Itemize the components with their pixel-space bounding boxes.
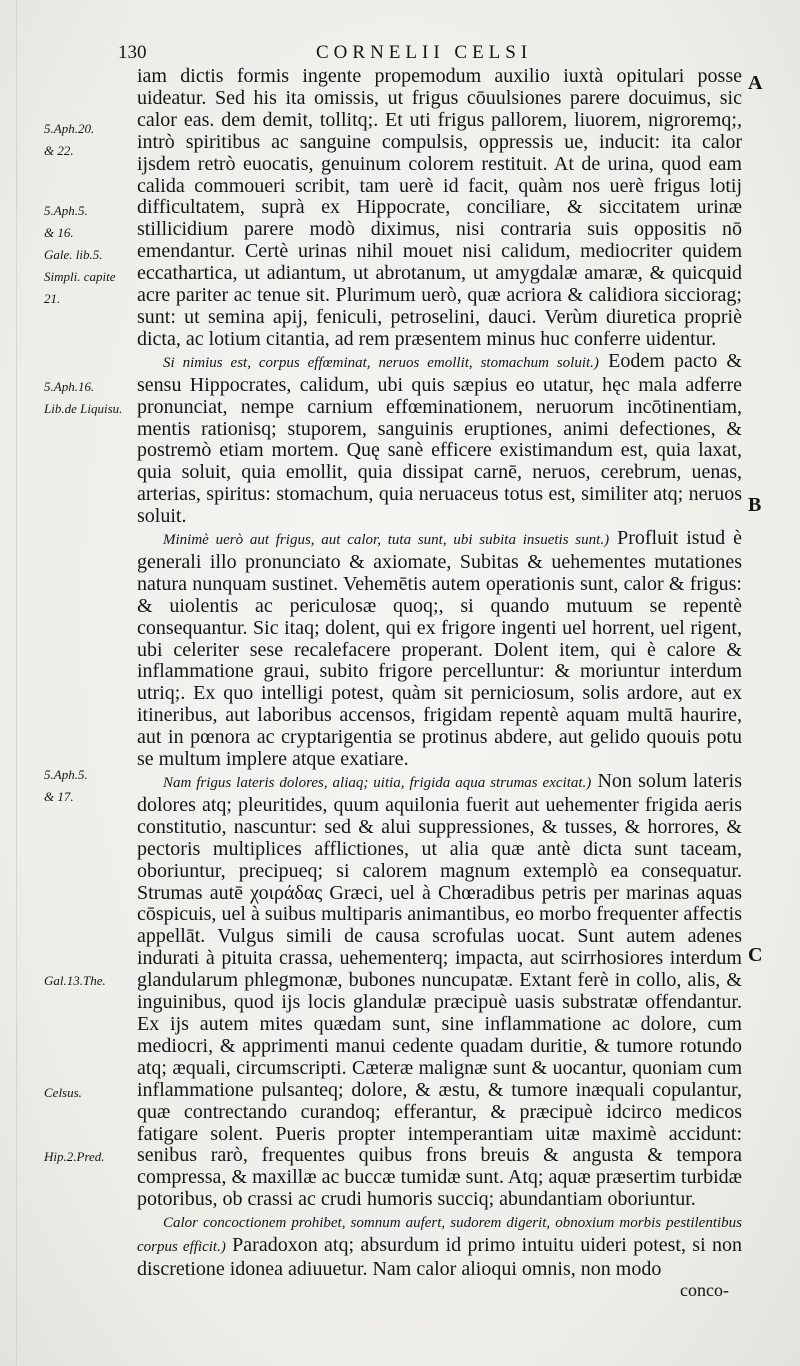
catchword: conco- (680, 1280, 729, 1300)
paragraph (137, 1211, 742, 1281)
margin-note: Celsus. (44, 1085, 82, 1100)
paragraph-text: Paradoxon atq; absurdum id primo intuitu uideri potest, si non discretione idonea adiuuetur. Nam calor alioqui omnis, non modo (137, 1234, 742, 1280)
margin-note: Simpli. capite 21. (44, 269, 116, 306)
paragraph (137, 66, 742, 351)
commentary-lemma: Minimè uerò aut frigus, aut calor, tuta sunt, ubi subita insuetis sunt.) (163, 532, 610, 549)
paragraph-text: Profluit istud è generali illo pronunciato & axiomate, Subitas & uehementes mutationes natura nunquam sustinet. Vehemētis autem operationis sunt, calor & frigus: & uiolentis ac periculosæ quoq;, si quando mutuum se repentè consequantur. Sic itaq; dolent, qui ex frigore ingenti uel horrent, uel rigent, ubi celeriter sese recalefacere properant. Dolent item, qui è calore & inflammatione graui, subito frigore percelluntur: & moriuntur interdum utriq;. Ex quo intelligi potest, quàm sit perniciosum, solis ardore, aut ex itineribus, aut laboribus accensos, frigidam repentè aquam multā haurire, aut in pœnora ac cryptarigentia se protinus abdere, aut gelido quouis potu se multum implere atque exatiare. (137, 527, 742, 771)
paragraph-text: iam dictis formis ingente propemodum auxilio iuxtà opitulari posse uideatur. Sed his ita omissis, ut frigus cōuulsiones parere docuimus, sic calor eas. dem demit, tollitq;. Et uti frigus pallorem, liuorem, nigroremq;, intrò spiritibus ac sanguine compulsis, oppressis ue, inducit: ita calor ijsdem retrò euocatis, genuinum colorem restituit. At de urina, quod eam calida commoueri scribit, tam uerè id facit, quàm nos uerè frigus lotij difficultatem, suprà ex Hippocrate, conciliare, & siccitatem urinæ stillicidium parere modò diximus, nisi contraria suis oppositis nō emendantur. Certè urinas nihil mouet nisi calidum, mediocriter quidem eccathartica, ut adiantum, ut abrotanum, ut amygdalæ amaræ, & quicquid acre pariter ac tenue sit. Plurimum uerò, quæ acriora & calidiora sicciorag; sunt: ut semina apij, feniculi, petroselini, dauci. Verùm diuretica propriè dicta, ac lotium citantia, ad rem præsentem minus huc conferre uidentur. (137, 65, 742, 350)
margin-note: Lib.de Liquisu. (44, 401, 123, 416)
gutter-shadow (16, 0, 17, 1366)
section-letter: B (748, 494, 762, 516)
margin-note: 5.Aph.5. (44, 203, 88, 218)
margin-note: & 16. (44, 225, 74, 240)
main-text-column (137, 66, 742, 1281)
paragraph (137, 351, 742, 528)
running-head: CORNELII CELSI (316, 42, 533, 63)
margin-note: Hip.2.Pred. (44, 1149, 105, 1164)
section-letter: A (748, 72, 763, 94)
margin-note: Gal.13.The. (44, 973, 106, 988)
commentary-lemma: Nam frigus lateris dolores, aliaq; uitia, frigida aqua strumas excitat.) (163, 775, 592, 791)
margin-note: & 17. (44, 789, 74, 804)
margin-note: 5.Aph.20. (44, 121, 95, 136)
page-number: 130 (118, 42, 147, 63)
paragraph-text: Eodem pacto & sensu Hippocrates, calidum, ubi quis sæpius eo utatur, hęc mala adferre pronunciat, nempe carnium effœminationem, neruorum incōtinentiam, mentis rationisq; stuporem, sanguinis eruptiones, animi defectiones, & postremò etiam mortem. Quę sanè efficere existimandum est, quia laxat, quia soluit, quia emollit, quia dissipat carnē, neruos, cerebrum, uenas, arterias, spiritus: stomachum, quia neruaceus totus est, similiter atq; neruos soluit. (137, 349, 742, 528)
margin-note: Gale. lib.5. (44, 247, 103, 262)
paragraph (137, 528, 742, 771)
commentary-lemma: Si nimius est, corpus effœminat, neruos emollit, stomachum soluit.) (163, 354, 599, 371)
margin-note: & 22. (44, 143, 74, 158)
paragraph (137, 771, 742, 1211)
paragraph-text: Non solum lateris dolores atq; pleuritides, quum aquilonia fuerit aut uehementer frigida aeris constitutio, nascuntur: sed & alui suppressiones, & tusses, & horrores, & pectoris multiplices afflictiones, ut alia quæ antè dicta sunt taceam, oboriuntur, precipueq; si calorem magnum extemplò ea consequatur. Strumas autē χοιράδας Græci, uel à Chœradibus petris per marinas aquas cōspicuis, uel à suibus multiparis animantibus, eo morbo frequenter affectis appellāt. Vulgus simili de causa scrofulas uocat. Sunt autem adenes indurati à pituita crassa, uehementerq; impacta, aut scirrhosiores interdum glandularum phlegmonæ, bubones nuncupatæ. Extant ferè in collo, alis, & inguinibus, quod ijs locis glandulæ præcipuè uasis substratæ offendantur. Ex ijs autem mites quædam sunt, sine inflammatione ac dolore, cum mediocri, & apprimenti manui cedente quadam duritie, & tumore rotundo atq; æquali, circumscripti. Cæteræ malignæ sunt & uocantur, quoniam cum inflammatione pulsanteq; dolore, & æstu, & tumore inæquali copulantur, quæ contrectando curandoq; efferantur, & præcipuè idcirco medicos fatigare solent. Pueris propter intemperantiam uitæ maximè accidunt: senibus rarò, frequentes quibus frons breuis & angusta & tempora compressa, & maxillæ ac buccæ tumidæ sunt. Atq; aquæ præsertim turbidæ potoribus, ob crassi ac crudi humoris succiq; abundantiam oboriuntur. (137, 770, 742, 1211)
margin-note: 5.Aph.5. (44, 767, 88, 782)
commentary-lemma: Calor concoctionem prohibet, somnum aufert, sudorem digerit, obnoxium morbis pestilentibus corpus efficit.) (137, 1215, 742, 1256)
section-letter: C (748, 944, 763, 966)
margin-note: 5.Aph.16. (44, 379, 95, 394)
